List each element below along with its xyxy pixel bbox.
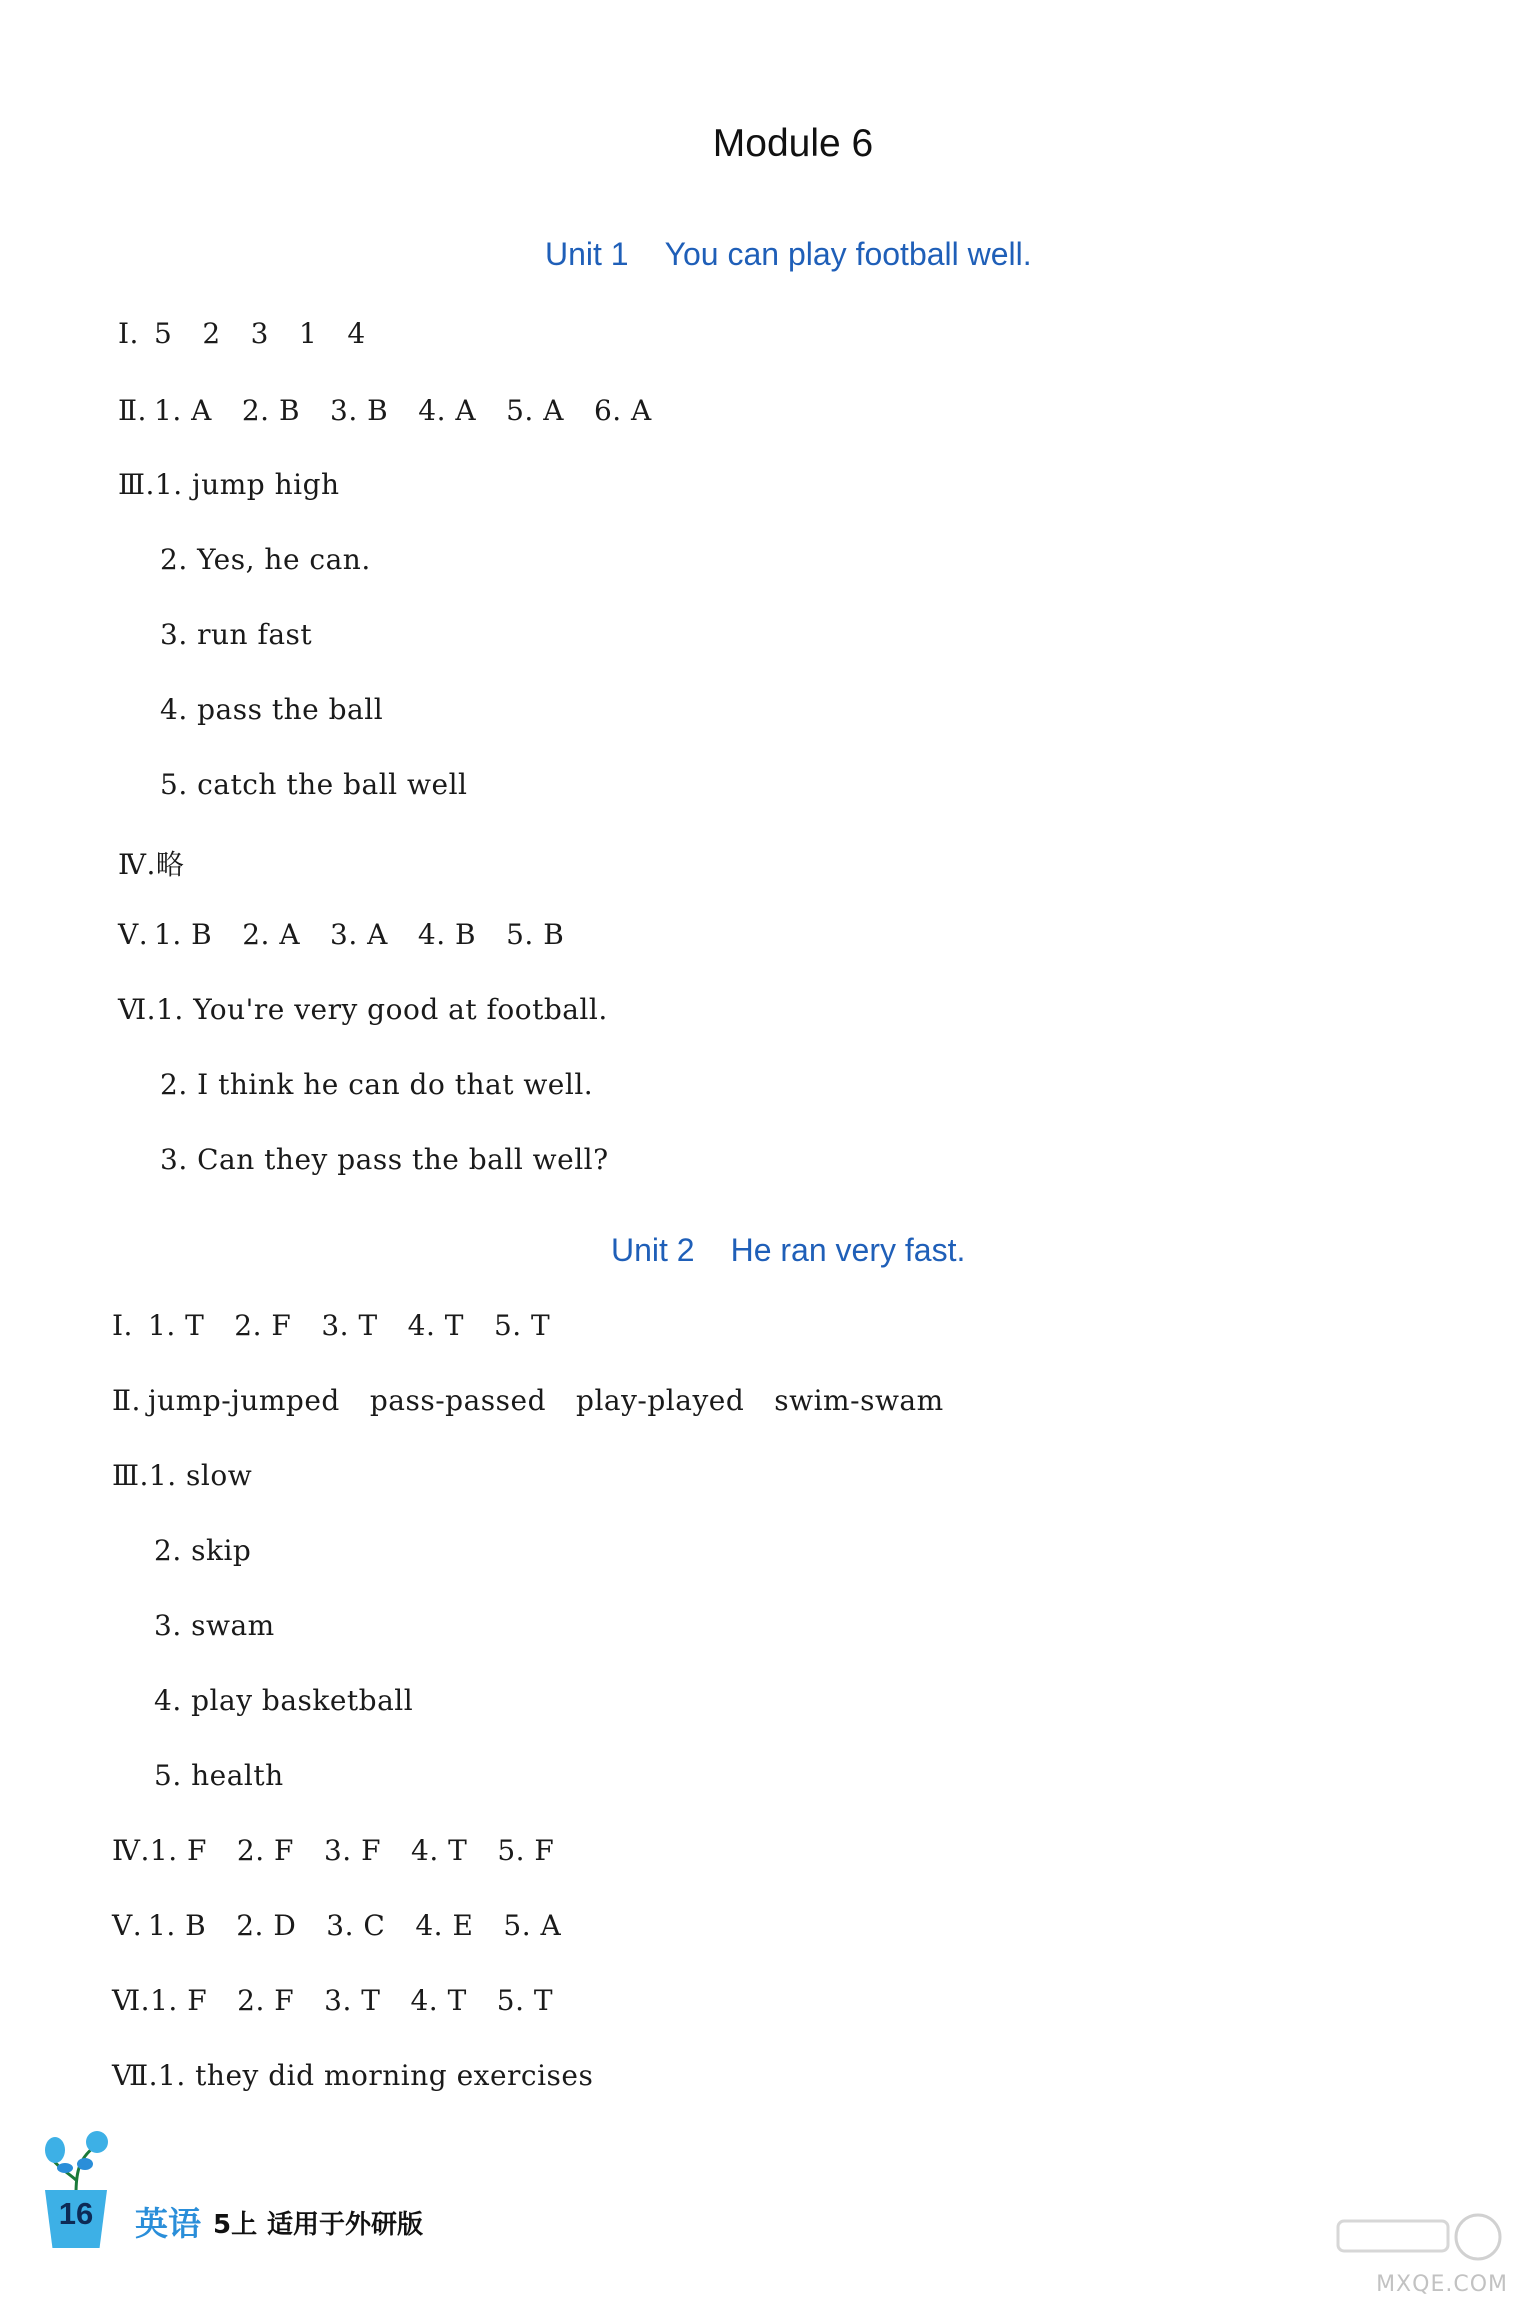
answer-item: 1. slow bbox=[148, 1459, 253, 1492]
section-numeral: Ⅲ. bbox=[118, 468, 155, 501]
section-numeral: Ⅰ. bbox=[118, 317, 139, 350]
answer-line bbox=[112, 1384, 974, 1417]
answer-line bbox=[118, 918, 594, 951]
answer-line bbox=[160, 618, 342, 651]
answer-item: play-played bbox=[576, 1384, 745, 1417]
answer-line bbox=[112, 1834, 584, 1867]
unit2-number: Unit 2 bbox=[611, 1232, 695, 1268]
answer-line bbox=[118, 843, 214, 883]
watermark-text: MXQE.COM bbox=[1376, 2272, 1508, 2297]
answer-item: 4. B bbox=[417, 918, 477, 951]
answer-item: 5. A bbox=[503, 1909, 562, 1942]
section-numeral: Ⅶ. bbox=[112, 2059, 159, 2092]
answer-item: 3. T bbox=[324, 1984, 381, 2017]
answer-item: 3. T bbox=[321, 1309, 378, 1342]
answer-item: 1 bbox=[298, 317, 318, 350]
watermark-logo-icon bbox=[1328, 2207, 1508, 2267]
module-title: Module 6 bbox=[712, 122, 874, 165]
answer-line bbox=[112, 1984, 583, 2017]
section-numeral: Ⅴ. bbox=[112, 1909, 143, 1942]
page-number: 16 bbox=[58, 2196, 94, 2231]
section-numeral: Ⅳ. bbox=[112, 1834, 150, 1867]
answer-line bbox=[160, 693, 413, 726]
answer-item: 5. T bbox=[496, 1984, 554, 2017]
unit2-heading bbox=[611, 1232, 965, 1269]
answer-item: 3 bbox=[250, 317, 269, 350]
answer-line bbox=[160, 543, 401, 576]
answer-item: 1. jump high bbox=[154, 468, 340, 501]
answer-item: 1. they did morning exercises bbox=[158, 2059, 594, 2092]
answer-item: 5. health bbox=[154, 1759, 284, 1792]
answer-line bbox=[154, 1534, 281, 1567]
answer-item: 1. B bbox=[148, 1909, 207, 1942]
section-numeral: Ⅱ. bbox=[112, 1384, 141, 1417]
answer-item: 5. catch the ball well bbox=[160, 768, 468, 801]
section-numeral: Ⅳ. bbox=[118, 848, 156, 881]
answer-line bbox=[112, 1309, 580, 1342]
answer-line bbox=[154, 1759, 314, 1792]
answer-item: 5. B bbox=[506, 918, 565, 951]
answer-item: 4 bbox=[347, 317, 366, 350]
answer-item: 2. I think he can do that well. bbox=[160, 1068, 594, 1101]
answer-item: 1. B bbox=[154, 918, 213, 951]
answer-item: 4. T bbox=[411, 1834, 468, 1867]
answer-item: 4. E bbox=[415, 1909, 474, 1942]
answer-item: 4. A bbox=[418, 394, 477, 427]
unit1-number: Unit 1 bbox=[545, 236, 629, 272]
answer-item: 3. A bbox=[330, 918, 388, 951]
answer-line bbox=[118, 468, 370, 501]
section-numeral: Ⅵ. bbox=[112, 1984, 151, 2017]
answer-line bbox=[160, 1143, 639, 1176]
answer-item: 4. T bbox=[407, 1309, 464, 1342]
answer-item: 3. B bbox=[330, 394, 389, 427]
answer-item: 2. F bbox=[234, 1309, 292, 1342]
answer-item: 2. A bbox=[242, 918, 301, 951]
answer-item: 1. A bbox=[154, 394, 212, 427]
answer-item: 2. skip bbox=[154, 1534, 252, 1567]
plant-icon bbox=[45, 2130, 125, 2200]
answer-line bbox=[160, 1068, 623, 1101]
answer-item: 2 bbox=[202, 317, 221, 350]
answer-item: 1. F bbox=[150, 1984, 208, 2017]
answer-item: 1. F bbox=[149, 1834, 207, 1867]
unit2-title: He ran very fast. bbox=[730, 1232, 966, 1268]
answer-item: 5. A bbox=[506, 394, 564, 427]
answer-item: 2. D bbox=[236, 1909, 297, 1942]
answer-item: pass-passed bbox=[369, 1384, 547, 1417]
footer bbox=[45, 2130, 545, 2250]
answer-item: 4. play basketball bbox=[154, 1684, 414, 1717]
section-numeral: Ⅴ. bbox=[118, 918, 149, 951]
answer-item: 4. T bbox=[410, 1984, 467, 2017]
answer-item: 5. F bbox=[497, 1834, 555, 1867]
answer-item: 3. swam bbox=[154, 1609, 275, 1642]
answer-line bbox=[154, 1684, 443, 1717]
section-numeral: Ⅱ. bbox=[118, 394, 147, 427]
answer-item: 3. C bbox=[326, 1909, 386, 1942]
answer-item: 6. A bbox=[593, 394, 652, 427]
answer-item: 3. Can they pass the ball well? bbox=[160, 1143, 609, 1176]
watermark bbox=[1328, 2207, 1508, 2297]
answer-item: 2. B bbox=[241, 394, 301, 427]
unit1-heading bbox=[545, 236, 1032, 273]
answer-item: jump-jumped bbox=[148, 1384, 340, 1417]
answer-item: 2. F bbox=[236, 1834, 294, 1867]
answer-line bbox=[112, 1909, 591, 1942]
answer-line bbox=[154, 1609, 305, 1642]
section-numeral: Ⅵ. bbox=[118, 993, 157, 1026]
answer-item: swim-swam bbox=[774, 1384, 944, 1417]
answer-item: 3. F bbox=[323, 1834, 382, 1867]
answer-item: 1. You're very good at football. bbox=[156, 993, 608, 1026]
book-edition: 适用于外研版 bbox=[267, 2210, 424, 2240]
answer-line bbox=[118, 317, 396, 350]
answer-line bbox=[160, 768, 498, 801]
answer-item: 1. T bbox=[148, 1309, 205, 1342]
section-numeral: Ⅰ. bbox=[112, 1309, 133, 1342]
answer-line bbox=[118, 394, 682, 427]
unit1-title: You can play football well. bbox=[664, 236, 1032, 272]
answer-item: 2. Yes, he can. bbox=[160, 543, 371, 576]
book-grade: 5上 bbox=[213, 2210, 258, 2240]
answer-line bbox=[118, 993, 638, 1026]
answer-item: 2. F bbox=[237, 1984, 295, 2017]
answer-item: 略 bbox=[155, 848, 185, 881]
answer-item: 5 bbox=[154, 317, 173, 350]
answer-item: 5. T bbox=[493, 1309, 551, 1342]
answer-line bbox=[112, 2059, 623, 2092]
answer-item: 4. pass the ball bbox=[160, 693, 384, 726]
book-subject: 英语 bbox=[135, 2204, 201, 2243]
section-numeral: Ⅲ. bbox=[112, 1459, 149, 1492]
answer-item: 3. run fast bbox=[160, 618, 313, 651]
answer-line bbox=[112, 1459, 282, 1492]
